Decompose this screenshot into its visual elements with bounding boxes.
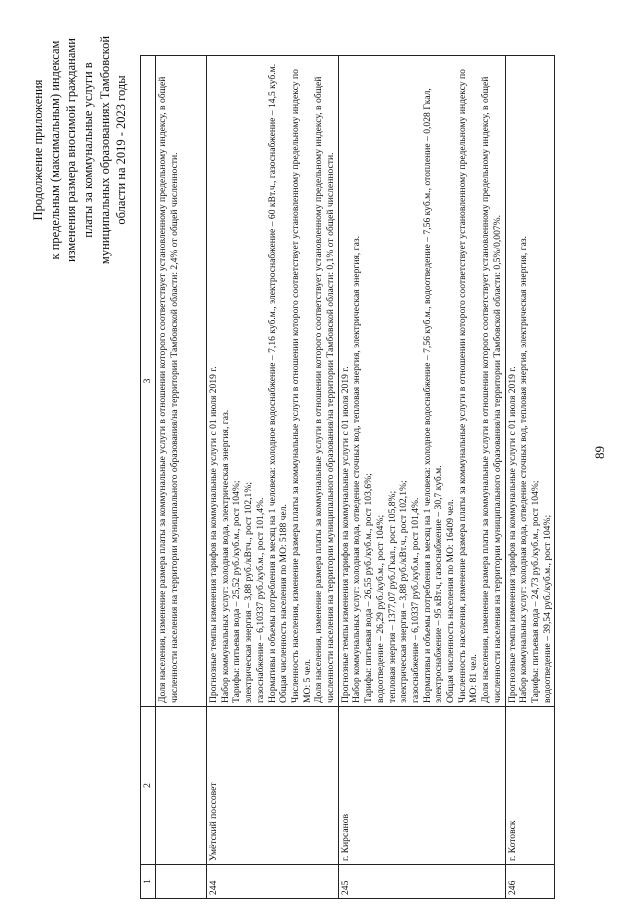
heading-line: муниципальных образованиях Тамбовской — [97, 35, 112, 265]
detail-line: Набор коммунальных услуг: холодная вода, отведение сточных вод, тепловая энергия, электрическая энергия, газ. — [518, 235, 530, 703]
detail-line: Прогнозные темпы изменения тарифов на коммунальные услуги с 01 июля 2019 г. — [339, 366, 351, 703]
detail-line: Численность населения, изменение размера платы за коммунальные услуги в отношении которого соответствует установленному предельному индексу по МО: 81 чел. — [456, 69, 480, 703]
row-details — [505, 56, 555, 707]
detail-line: Доля населения, изменение размера платы за коммунальные услуги в отношении которого соответствует установленному предельному индексу, в общей численности населения на территории муниципального образования/на территории Тамбовской области: 0,1% от общей численности. — [313, 76, 337, 703]
detail-line: Набор коммунальных услуг: холодная вода, отведение сточных вод, тепловая энергия, электрическая энергия, газ. — [351, 235, 363, 703]
row-details — [207, 56, 339, 707]
column-header: 2 — [141, 707, 156, 865]
detail-line: Тарифы: питьевая вода – 24,73 руб./куб.м., рост 104%; — [529, 480, 541, 703]
detail-line: Тарифы: питьевая вода – 26,55 руб./куб.м., рост 103,6%; — [363, 473, 375, 703]
municipality-name: Умётский поссовет — [207, 707, 339, 865]
detail-line: Доля населения, изменение размера платы за коммунальные услуги в отношении которого соответствует установленному предельному индексу, в общей численности населения на территории муниципального образования/на территории Тамбовской области: 0,5%/0,007%. — [480, 76, 503, 703]
row-number: 246 — [505, 865, 555, 899]
cell-empty — [156, 865, 207, 899]
municipality-name: г. Котовск — [505, 707, 555, 865]
column-header: 1 — [141, 865, 156, 899]
heading-line: Продолжение приложения — [31, 79, 45, 221]
detail-line: Общая численность населения по МО: 16409 чел. — [445, 499, 457, 703]
table-row — [338, 56, 505, 899]
row-number: 244 — [207, 865, 339, 899]
tariff-table — [140, 55, 555, 899]
detail-line: Общая численность населения по МО: 5188 чел. — [278, 504, 290, 703]
table-header-row — [141, 56, 156, 899]
heading-line: области на 2019 - 2023 годы — [114, 75, 129, 225]
heading-line: к предельным (максимальным) индексам — [47, 40, 62, 260]
detail-line: водоотведение – 39,54 руб./куб.м., рост 104%; — [541, 514, 553, 703]
detail-line: Прогнозные темпы изменения тарифов на коммунальные услуги с 01 июля 2019 г. — [506, 366, 518, 703]
appendix-heading — [30, 25, 130, 275]
detail-line: Тарифы: питьевая вода – 25,52 руб./куб.м., рост 104%; — [231, 480, 243, 703]
detail-line: газоснабжение – 6,10337 руб./куб.м., рост 101,4%. — [409, 497, 421, 703]
continuation-text: Доля населения, изменение размера платы за коммунальные услуги в отношении которого соответствует установленному предельному индексу, в общей численности населения на территории муниципального образования/на территории Тамбовской области: 2,4% от общей численности. — [156, 56, 207, 707]
detail-line: Численность населения, изменение размера платы за коммунальные услуги в отношении которого соответствует установленному предельному индексу по МО: 5 чел. — [289, 69, 313, 703]
column-header: 3 — [141, 56, 156, 707]
table-row — [207, 56, 339, 899]
detail-line: Набор коммунальных услуг: холодная вода, электрическая энергия, газ. — [219, 409, 231, 703]
table-row — [505, 56, 555, 899]
detail-line: электрическая энергия – 3,88 руб./кВтч., рост 102,1%; — [243, 482, 255, 703]
detail-line: Нормативы и объемы потребления в месяц на 1 человека: холодное водоснабжение – 7,16 куб.м., электроснабжение – 60 кВт.ч., газоснабжение – 14,5 куб.м. — [266, 63, 278, 703]
detail-line: газоснабжение – 6,10337 руб./куб.м., рост 101,4%. — [254, 497, 266, 703]
municipality-name: г. Кирсанов — [338, 707, 505, 865]
row-number: 245 — [338, 865, 505, 899]
detail-line: Прогнозные темпы изменения тарифов на коммунальные услуги с 01 июля 2019 г. — [208, 366, 219, 703]
detail-line: водоотведение – 26,29 руб./куб.м., рост 104%; — [374, 514, 386, 703]
heading-line: платы за коммунальные услуги в — [80, 62, 95, 238]
page-number: 89 — [592, 446, 607, 459]
detail-line: Нормативы и объемы потребления в месяц на 1 человека: холодное водоснабжение – 7,56 куб.м., водоотведение – 7,56 куб.м., отопление – 0,028 Гкал, электроснабжение – 95 кВт.ч, газоснабжение – 30,7 куб.м. — [421, 88, 445, 703]
cell-empty — [156, 707, 207, 865]
row-details — [338, 56, 505, 707]
heading-line: изменения размера вносимой гражданами — [64, 38, 79, 263]
table-row-continuation — [156, 56, 207, 899]
detail-line: тепловая энергия – 1377,07 руб./Гкал., рост 105,8%; — [386, 490, 398, 703]
detail-line: электрическая энергия – 3,88 руб./кВт.ч., рост 102,1%; — [398, 480, 410, 703]
